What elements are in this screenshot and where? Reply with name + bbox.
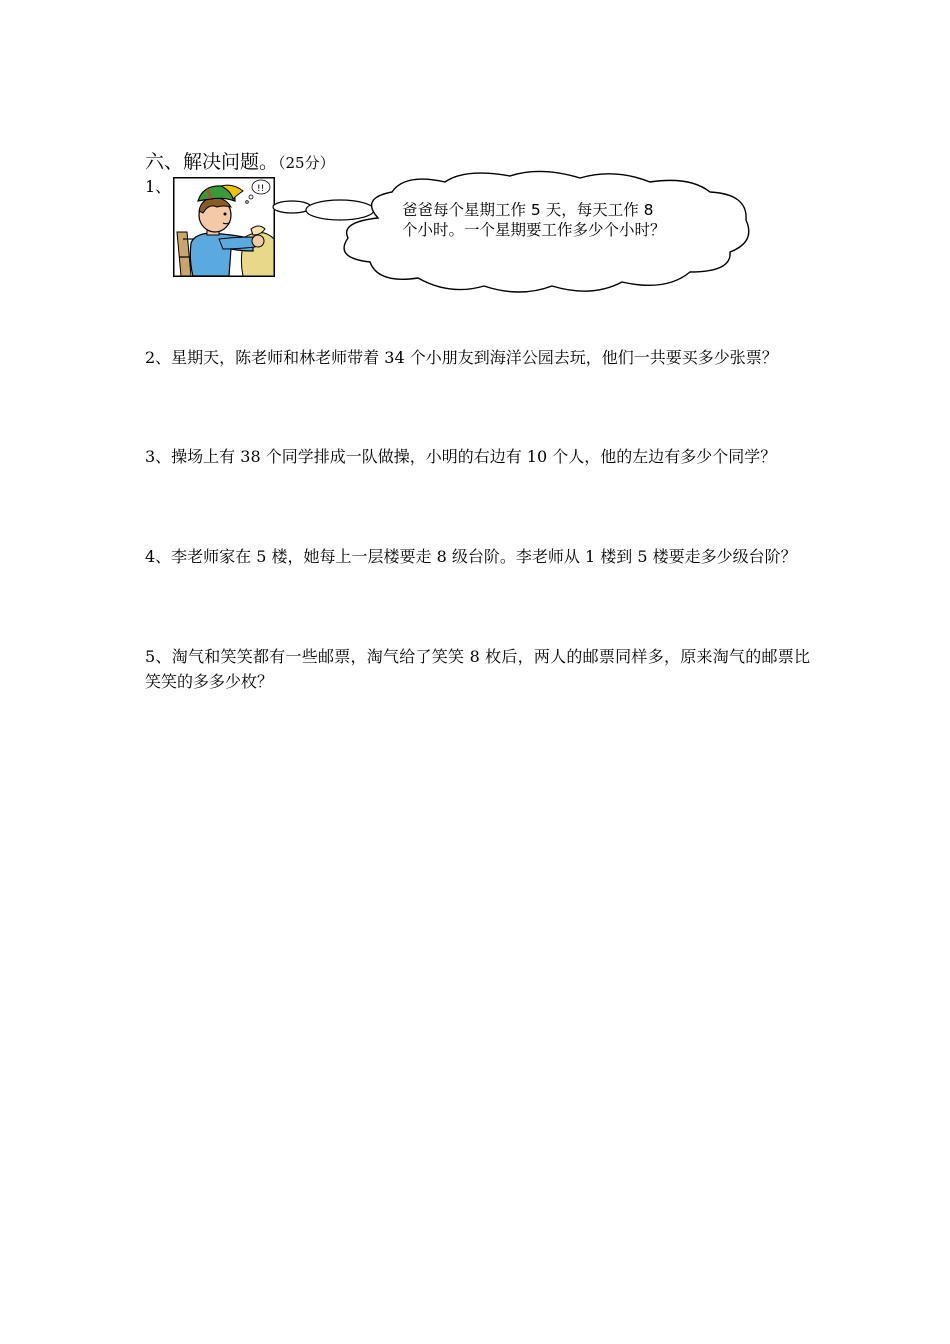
question-3: 3、操场上有 38 个同学排成一队做操，小明的右边有 10 个人，他的左边有多少个同学？ xyxy=(145,447,777,466)
question-4: 4、李老师家在 5 楼，她每上一层楼要走 8 级台阶。李老师从 1 楼到 5 楼要走多少级台阶？ xyxy=(145,547,797,566)
section-title-text: 六、解决问题。 xyxy=(145,151,279,173)
boy-thinking-icon xyxy=(173,177,275,277)
thought-bubble-text: 爸爸每个星期工作 5 天，每天工作 8 个小时。一个星期要工作多少个小时？ xyxy=(402,201,666,239)
section-score: （25分） xyxy=(278,154,335,172)
question-5: 5、淘气和笑笑都有一些邮票，淘气给了笑笑 8 枚后，两人的邮票同样多，原来淘气的邮票比笑笑的多多少枚？ xyxy=(145,647,810,691)
question-2: 2、星期天，陈老师和林老师带着 34 个小朋友到海洋公园去玩，他们一共要买多少张票？ xyxy=(145,348,778,367)
question-1-number: 1、 xyxy=(145,177,172,196)
svg-text:!!: !! xyxy=(257,184,265,194)
